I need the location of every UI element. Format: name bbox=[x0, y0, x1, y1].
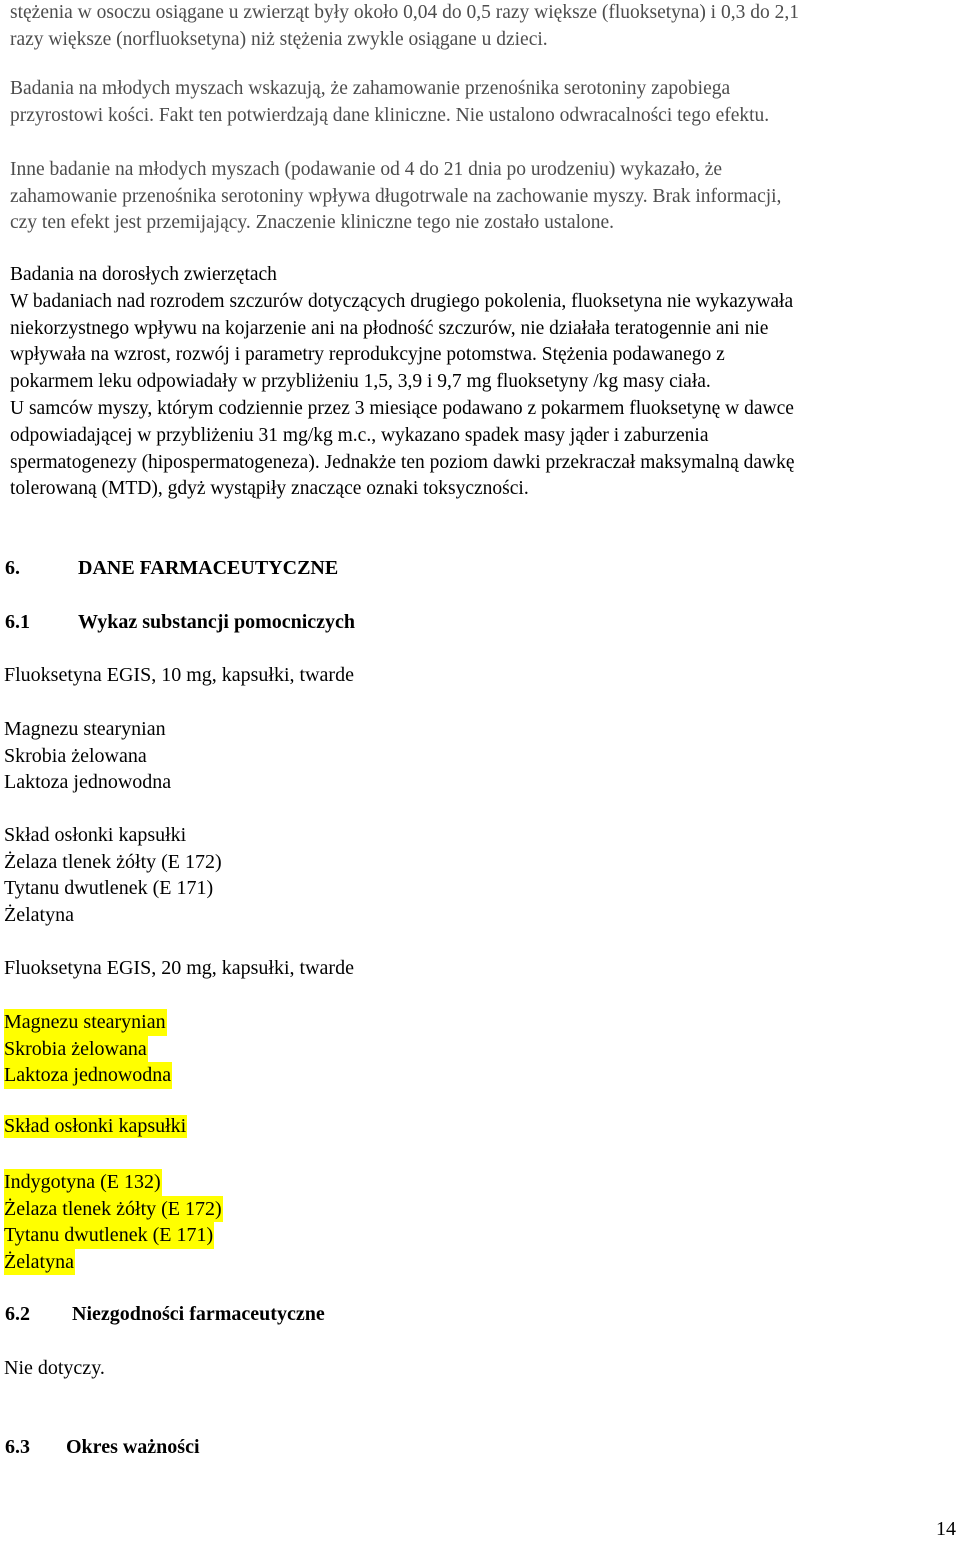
section-number: 6.2 bbox=[5, 1303, 30, 1325]
highlighted-text: Skrobia żelowana bbox=[4, 1036, 148, 1063]
section-title: Niezgodności farmaceutyczne bbox=[72, 1303, 325, 1325]
text-line: stężenia w osoczu osiągane u zwierząt były około 0,04 do 0,5 razy większe (fluoksetyna) i 0,3 do 2,1 bbox=[10, 2, 799, 23]
paragraph-bone-growth bbox=[10, 76, 950, 129]
section-title: Wykaz substancji pomocniczych bbox=[78, 611, 356, 633]
text-line: razy większe (norfluoksetyna) niż stężenia zwykle osiągane u dzieci. bbox=[10, 28, 548, 50]
highlighted-text: Żelaza tlenek żółty (E 172) bbox=[4, 1196, 223, 1223]
text-line: spermatogenezy (hipospermatogeneza). Jednakże ten poziom dawki przekraczał maksymalną dawkę bbox=[10, 451, 795, 473]
paragraph-behavior-study bbox=[10, 157, 950, 237]
text-line: W badaniach nad rozrodem szczurów dotyczących drugiego pokolenia, fluoksetyna nie wykazywała bbox=[10, 290, 794, 312]
excipient-list-10mg-core bbox=[4, 716, 171, 796]
highlighted-text: Skład osłonki kapsułki bbox=[4, 1115, 187, 1137]
text-line: wpływała na wzrost, rozwój i parametry reprodukcyjne potomstwa. Stężenia podawanego z bbox=[10, 344, 725, 366]
list-item: Skład osłonki kapsułki bbox=[4, 824, 187, 846]
list-item bbox=[4, 1169, 223, 1196]
text-line: odpowiadającej w przybliżeniu 31 mg/kg m.c., wykazano spadek masy jąder i zaburzenia bbox=[10, 424, 709, 446]
page-number: 14 bbox=[936, 1518, 956, 1540]
section-heading-6-3 bbox=[5, 1436, 200, 1459]
list-item bbox=[4, 1196, 223, 1223]
list-item: Żelaza tlenek żółty (E 172) bbox=[4, 850, 222, 873]
list-item: Magnezu stearynian bbox=[4, 718, 166, 740]
shell-heading-20mg bbox=[4, 1115, 187, 1138]
excipient-list-20mg-core bbox=[4, 1009, 172, 1089]
incompatibilities-text: Nie dotyczy. bbox=[4, 1357, 105, 1379]
product-name-20mg: Fluoksetyna EGIS, 20 mg, kapsułki, twarde bbox=[4, 957, 354, 979]
text-line: czy ten efekt jest przemijający. Znaczenie kliniczne tego nie zostało ustalone. bbox=[10, 212, 615, 233]
text-line: Badania na dorosłych zwierzętach bbox=[10, 264, 277, 285]
text-line: Badania na młodych myszach wskazują, że zahamowanie przenośnika serotoniny zapobiega bbox=[10, 78, 731, 99]
highlighted-text: Laktoza jednowodna bbox=[4, 1062, 172, 1089]
excipient-list-20mg-shell bbox=[4, 1169, 223, 1275]
list-item bbox=[4, 1009, 172, 1036]
section-number: 6.1 bbox=[5, 611, 30, 633]
list-item bbox=[4, 1062, 172, 1089]
list-item: Tytanu dwutlenek (E 171) bbox=[4, 877, 214, 899]
list-item: Skrobia żelowana bbox=[4, 744, 147, 767]
text-line: tolerowaną (MTD), gdyż wystąpiły znaczące oznaki toksyczności. bbox=[10, 478, 529, 500]
text-line: Inne badanie na młodych myszach (podawanie od 4 do 21 dnia po urodzeniu) wykazało, że bbox=[10, 159, 723, 180]
text-line: zahamowanie przenośnika serotoniny wpływa długotrwale na zachowanie myszy. Brak informacji, bbox=[10, 185, 782, 207]
section-title: DANE FARMACEUTYCZNE bbox=[78, 557, 339, 579]
list-item bbox=[4, 1222, 223, 1249]
section-heading-6-1 bbox=[5, 611, 356, 634]
highlighted-text: Tytanu dwutlenek (E 171) bbox=[4, 1222, 214, 1249]
text-line: niekorzystnego wpływu na kojarzenie ani na płodność szczurów, nie działała teratogennie ani nie bbox=[10, 317, 769, 339]
highlighted-text: Magnezu stearynian bbox=[4, 1009, 167, 1036]
list-item bbox=[4, 1249, 223, 1276]
list-item: Żelatyna bbox=[4, 903, 74, 926]
text-line: U samców myszy, którym codziennie przez 3 miesiące podawano z pokarmem fluoksetynę w dawce bbox=[10, 397, 794, 419]
section-title: Okres ważności bbox=[66, 1436, 200, 1458]
section-heading-6-2 bbox=[5, 1303, 325, 1326]
section-number: 6. bbox=[5, 557, 20, 579]
product-name-10mg: Fluoksetyna EGIS, 10 mg, kapsułki, twarde bbox=[4, 664, 354, 686]
section-heading-6 bbox=[5, 557, 339, 580]
list-item bbox=[4, 1036, 172, 1063]
excipient-list-10mg-shell bbox=[4, 822, 222, 928]
paragraph-plasma-concentrations bbox=[10, 0, 950, 53]
text-line: przyrostowi kości. Fakt ten potwierdzają dane kliniczne. Nie ustalono odwracalności tego efektu. bbox=[10, 104, 770, 126]
section-number: 6.3 bbox=[5, 1436, 30, 1458]
highlighted-text: Żelatyna bbox=[4, 1249, 75, 1276]
paragraph-adult-animal-studies bbox=[10, 262, 950, 503]
list-item: Laktoza jednowodna bbox=[4, 771, 172, 793]
text-line: pokarmem leku odpowiadały w przybliżeniu 1,5, 3,9 i 9,7 mg fluoksetyny /kg masy ciała. bbox=[10, 371, 711, 393]
highlighted-text: Indygotyna (E 132) bbox=[4, 1169, 162, 1196]
